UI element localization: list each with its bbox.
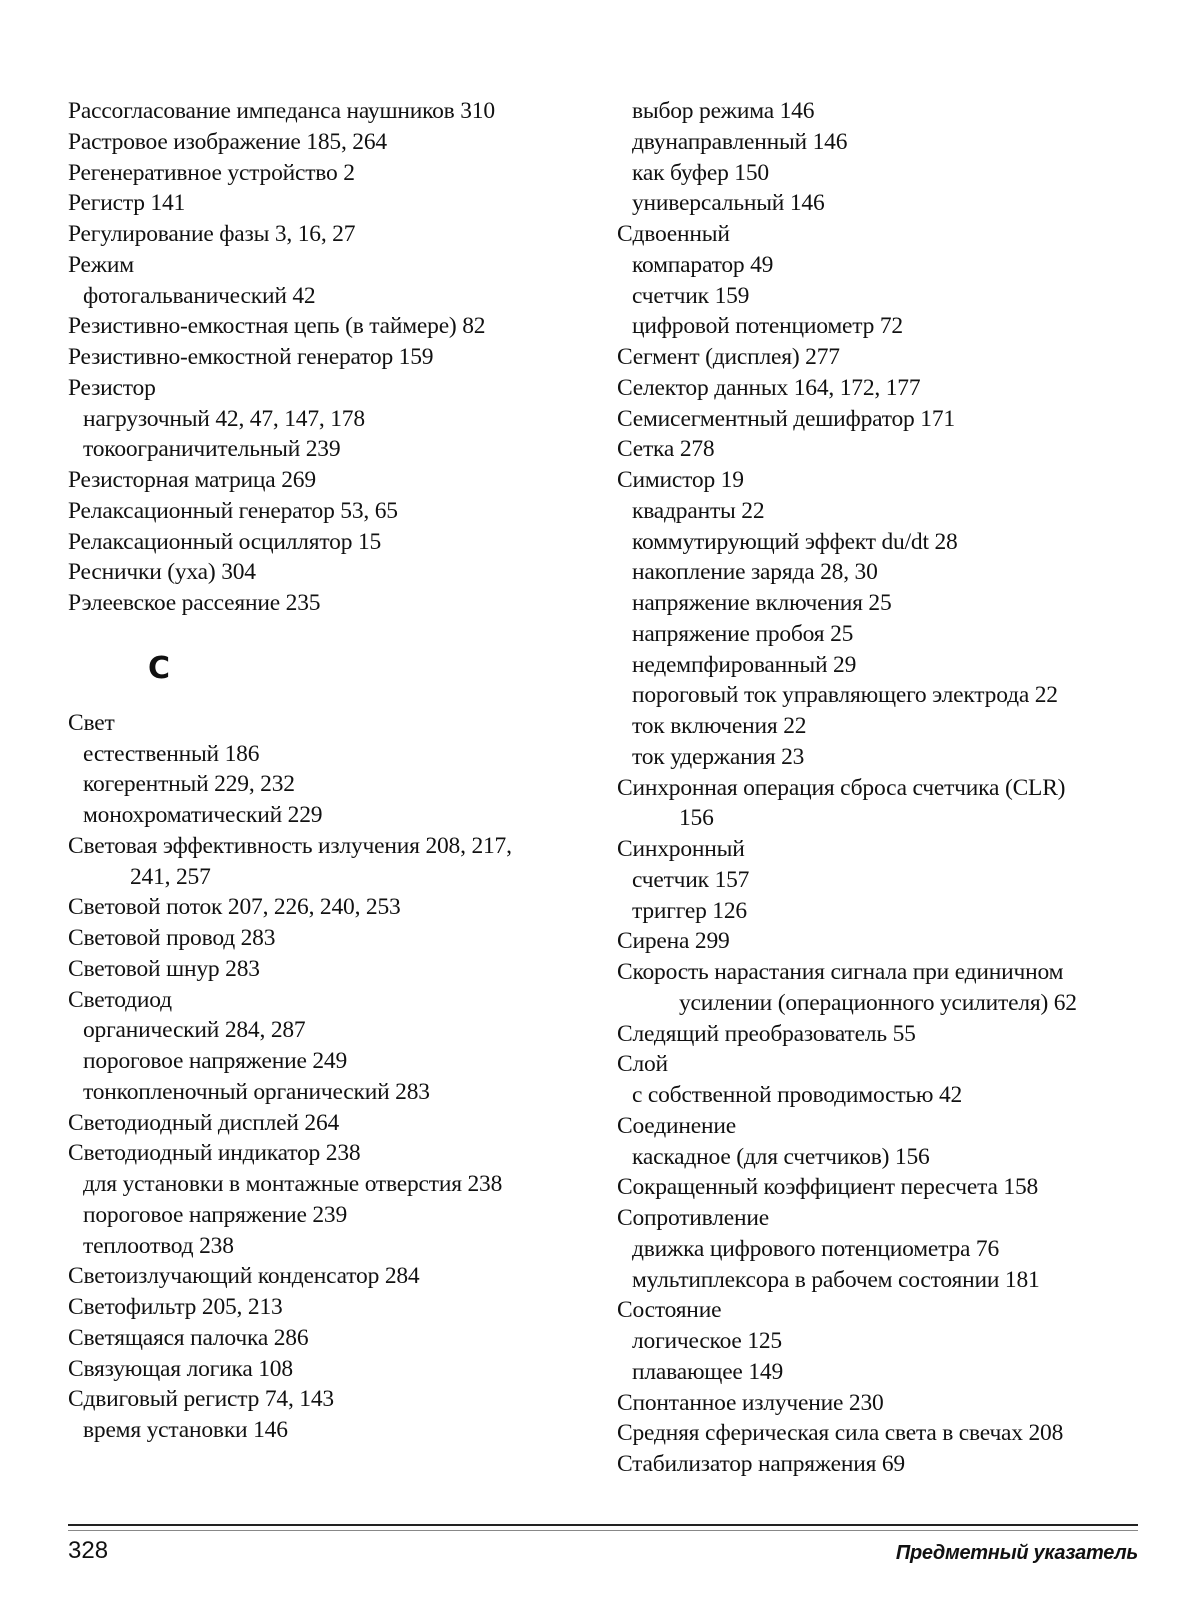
index-subentry: монохроматический 229 [83, 802, 323, 828]
index-entry: Светодиодный индикатор 238 [68, 1140, 361, 1167]
index-entry: Соединение [617, 1112, 736, 1139]
index-entry: Режим [68, 251, 134, 278]
index-subentry: напряжение включения 25 [632, 590, 892, 616]
index-subentry: органический 284, 287 [83, 1017, 306, 1044]
index-subentry: как буфер 150 [632, 159, 769, 186]
index-entry-continuation: 156 [679, 805, 714, 832]
index-entry: Светофильтр 205, 213 [68, 1294, 283, 1320]
index-entry: Световой шнур 283 [68, 955, 260, 982]
index-subentry: с собственной проводимостью 42 [632, 1082, 963, 1108]
index-entry: Симистор 19 [617, 467, 744, 493]
index-entry: Светящаяся палочка 286 [68, 1324, 309, 1351]
index-entry: Синхронная операция сброса счетчика (CLR) [617, 774, 1066, 801]
index-entry: Регенеративное устройство 2 [68, 159, 355, 186]
index-entry: Светоизлучающий конденсатор 284 [68, 1263, 420, 1290]
index-entry: Регистр 141 [68, 190, 186, 217]
index-subentry: выбор режима 146 [632, 98, 815, 124]
index-entry: Резистивно-емкостной генератор 159 [68, 344, 434, 370]
index-subentry: естественный 186 [83, 740, 260, 767]
index-column-left [68, 96, 588, 1446]
running-title: Предметный указатель [895, 1542, 1138, 1564]
index-entry: Свет [68, 709, 115, 736]
index-subentry: напряжение пробоя 25 [632, 620, 854, 647]
index-subentry: теплоотвод 238 [83, 1232, 234, 1259]
index-column-right [617, 96, 1137, 1480]
index-entry: Светодиодный дисплей 264 [68, 1109, 340, 1136]
index-entry: Связующая логика 108 [68, 1355, 293, 1382]
section-letter-heading: С [148, 650, 171, 686]
index-entry: Резисторная матрица 269 [68, 467, 316, 493]
index-subentry: пороговое напряжение 239 [83, 1201, 348, 1228]
index-entry: Селектор данных 164, 172, 177 [617, 374, 921, 401]
index-subentry: триггер 126 [632, 897, 747, 924]
index-subentry: движка цифрового потенциометра 76 [632, 1235, 1000, 1262]
index-entry: Растровое изображение 185, 264 [68, 128, 387, 155]
index-entry: Следящий преобразователь 55 [617, 1020, 916, 1047]
index-entry: Семисегментный дешифратор 171 [617, 405, 955, 432]
index-subentry: недемпфированный 29 [632, 651, 857, 678]
index-entry: Средняя сферическая сила света в свечах 208 [617, 1420, 1064, 1447]
footer-rule [68, 1524, 1138, 1526]
index-entry: Сопротивление [617, 1205, 769, 1231]
index-subentry: нагрузочный 42, 47, 147, 178 [83, 405, 365, 432]
index-entry: Релаксационный генератор 53, 65 [68, 497, 398, 524]
index-subentry: когерентный 229, 232 [83, 771, 295, 798]
index-subentry: счетчик 157 [632, 866, 750, 893]
footer-rule-thin [68, 1530, 1138, 1531]
index-subentry: счетчик 159 [632, 282, 750, 309]
index-entry: Рассогласование импеданса наушников 310 [68, 98, 495, 124]
index-subentry: пороговое напряжение 249 [83, 1048, 348, 1074]
index-subentry: универсальный 146 [632, 190, 825, 217]
index-entry: Стабилизатор напряжения 69 [617, 1451, 905, 1477]
index-entry-continuation: усилении (операционного усилителя) 62 [679, 989, 1077, 1016]
index-entry: Сирена 299 [617, 928, 730, 955]
index-entry: Спонтанное излучение 230 [617, 1389, 884, 1416]
index-subentry: квадранты 22 [632, 497, 765, 524]
index-entry: Релаксационный осциллятор 15 [68, 528, 382, 555]
index-subentry: пороговый ток управляющего электрода 22 [632, 682, 1058, 709]
index-subentry: цифровой потенциометр 72 [632, 313, 903, 340]
index-entry: Сокращенный коэффициент пересчета 158 [617, 1174, 1039, 1201]
index-entry: Регулирование фазы 3, 16, 27 [68, 221, 356, 247]
index-entry-continuation: 241, 257 [130, 863, 211, 890]
index-entry: Световая эффективность излучения 208, 217, [68, 832, 512, 859]
index-subentry: мультиплексора в рабочем состоянии 181 [632, 1266, 1040, 1293]
index-subentry: тонкопленочный органический 283 [83, 1078, 430, 1105]
index-entry: Резистор [68, 374, 156, 401]
index-subentry: каскадное (для счетчиков) 156 [632, 1143, 930, 1170]
index-subentry: логическое 125 [632, 1328, 782, 1354]
index-subentry: ток включения 22 [632, 713, 807, 739]
index-entry: Состояние [617, 1297, 722, 1324]
index-subentry: накопление заряда 28, 30 [632, 559, 878, 586]
index-entry: Световой провод 283 [68, 925, 276, 951]
index-entry: Световой поток 207, 226, 240, 253 [68, 894, 401, 921]
index-entry: Сетка 278 [617, 436, 715, 463]
index-entry: Светодиод [68, 986, 172, 1013]
index-entry: Рэлеевское рассеяние 235 [68, 590, 321, 616]
index-subentry: двунаправленный 146 [632, 128, 848, 155]
index-subentry: ток удержания 23 [632, 743, 805, 770]
index-subentry: для установки в монтажные отверстия 238 [83, 1171, 503, 1197]
index-entry: Сдвоенный [617, 221, 730, 247]
index-entry: Слой [617, 1051, 668, 1078]
index-subentry: плавающее 149 [632, 1358, 783, 1385]
section-spacer [68, 619, 588, 654]
page-number: 328 [68, 1537, 109, 1564]
index-entry: Сегмент (дисплея) 277 [617, 344, 840, 370]
index-subentry: токоограничительный 239 [83, 436, 341, 463]
section-spacer [68, 684, 588, 708]
index-entry: Резистивно-емкостная цепь (в таймере) 82 [68, 313, 486, 340]
index-entry: Реснички (уха) 304 [68, 559, 256, 586]
index-entry: Скорость нарастания сигнала при единичном [617, 959, 1064, 985]
index-subentry: коммутирующий эффект du/dt 28 [632, 528, 958, 555]
index-entry: Сдвиговый регистр 74, 143 [68, 1386, 334, 1413]
index-subentry: время установки 146 [83, 1417, 288, 1443]
index-subentry: компаратор 49 [632, 251, 774, 278]
index-entry: Синхронный [617, 836, 745, 862]
index-subentry: фотогальванический 42 [83, 282, 316, 309]
